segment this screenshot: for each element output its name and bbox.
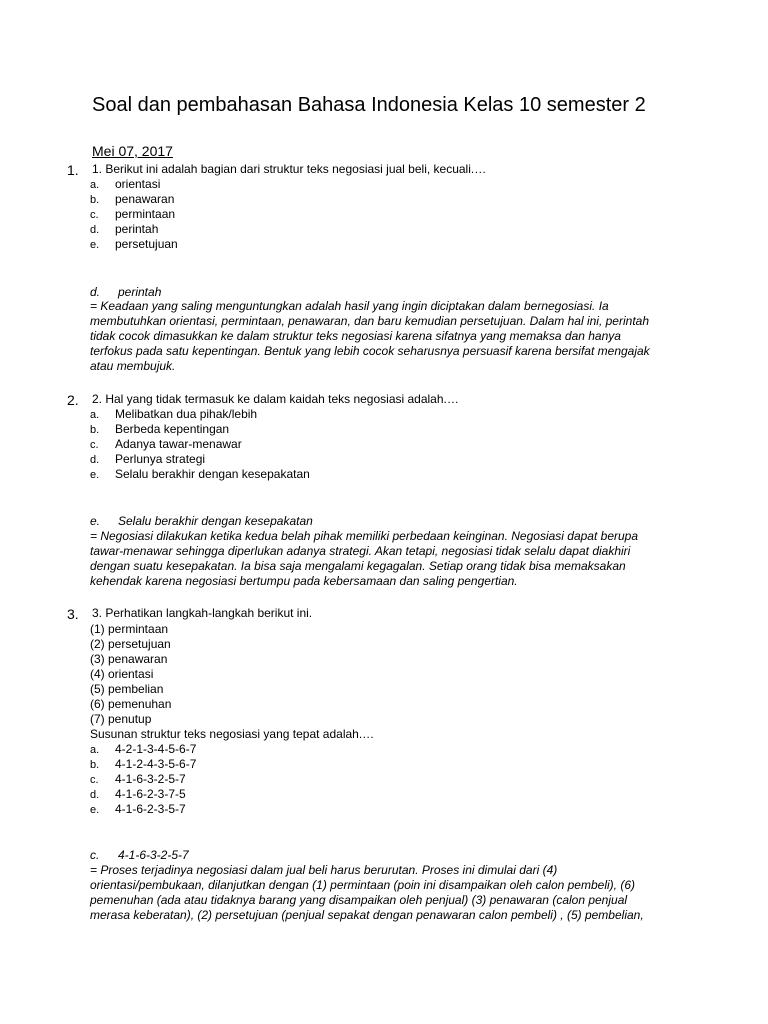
step-item: (1) permintaan [90,622,169,636]
option-text: Berbeda kepentingan [115,422,230,436]
step-item: (7) penutup [90,712,152,726]
answer-1 [90,285,690,300]
explanation-line: tidak cocok dimasukkan ke dalam struktur teks negosiasi karena sifatnya yang memaksa dan hanya [90,329,621,343]
explanation-line: membutuhkan orientasi, permintaan, penawaran, dan baru kemudian persetujuan. Dalam hal ini, perintah [90,314,650,328]
option-e [90,467,310,482]
option-text: Selalu berakhir dengan kesepakatan [115,467,310,481]
explanation-line: = Proses terjadinya negosiasi dalam jual beli harus berurutan. Proses ini dimulai dari (4) [90,863,558,877]
post-date: Mei 07, 2017 [92,143,173,159]
option-a [90,407,310,422]
option-c [90,207,178,222]
question-number: 3. [67,606,79,622]
explanation-line: kehendak karena negosiasi bertumpu pada kebersamaan dan saling pengertian. [90,574,518,588]
explanation-2 [90,529,680,589]
option-text: 4-1-6-2-3-5-7 [115,802,186,816]
option-text: Perlunya strategi [115,452,206,466]
option-text: persetujuan [115,237,178,251]
option-letter: b. [90,759,100,771]
explanation-line: dengan suatu kesepakatan. Ia bisa saja mengalami kegagalan. Setiap orang tidak bisa memaksakan [90,559,626,573]
option-e [90,237,178,252]
option-letter: c. [90,774,99,786]
option-text: perintah [115,222,159,236]
steps-list [90,622,171,727]
explanation-line: = Keadaan yang saling menguntungkan adalah hasil yang ingin diciptakan dalam bernegosiasi. Ia [90,299,609,313]
option-d [90,222,178,237]
explanation-line: tawar-menawar sehingga diperlukan adanya strategi. Akan tetapi, negosiasi tidak selalu dapat diakhiri [90,544,631,558]
question-stem: Susunan struktur teks negosiasi yang tepat adalah.… [90,727,375,741]
option-a [90,177,178,192]
answer-2 [90,514,690,529]
step-item: (2) persetujuan [90,637,171,651]
option-e [90,802,196,817]
option-text: 4-1-6-2-3-7-5 [115,787,186,801]
option-b [90,192,178,207]
explanation-line: atau membujuk. [90,359,176,373]
option-d [90,787,196,802]
option-letter: e. [90,804,100,816]
options-list [90,177,178,252]
answer-letter: c. [90,848,100,862]
option-text: penawaran [115,192,175,206]
option-letter: a. [90,409,100,421]
answer-letter: d. [90,285,101,299]
option-b [90,422,310,437]
option-letter: d. [90,224,100,236]
explanation-line: merasa keberatan), (2) persetujuan (penjual sepakat dengan penawaran calon pembeli) , (5) pembelian, [90,908,644,922]
explanation-line: orientasi/pembukaan, dilanjutkan dengan (1) permintaan (poin ini disampaikan oleh calon pembeli), (6) [90,878,635,892]
document-title: Soal dan pembahasan Bahasa Indonesia Kelas 10 semester 2 [92,94,646,116]
explanation-3 [90,863,680,923]
option-text: 4-1-2-4-3-5-6-7 [115,757,197,771]
option-letter: c. [90,439,99,451]
question-text: 3. Perhatikan langkah-langkah berikut ini. [92,606,313,620]
option-letter: b. [90,194,100,206]
option-text: Melibatkan dua pihak/lebih [115,407,258,421]
answer-text: Selalu berakhir dengan kesepakatan [118,514,313,528]
explanation-line: = Negosiasi dilakukan ketika kedua belah pihak memiliki perbedaan keinginan. Negosiasi dapat berupa [90,529,639,543]
answer-letter: e. [90,514,101,528]
option-letter: e. [90,469,100,481]
step-item: (5) pembelian [90,682,164,696]
question-text: 2. Hal yang tidak termasuk ke dalam kaidah teks negosiasi adalah.… [92,392,459,406]
option-text: permintaan [115,207,176,221]
option-c [90,772,196,787]
explanation-line: terfokus pada satu kepentingan. Bentuk yang lebih cocok seharusnya persuasif karena bersifat mengajak [90,344,650,358]
answer-text: 4-1-6-3-2-5-7 [118,848,189,862]
explanation-1 [90,299,680,374]
option-c [90,437,310,452]
option-letter: e. [90,239,100,251]
option-text: 4-2-1-3-4-5-6-7 [115,742,197,756]
option-letter: a. [90,179,100,191]
question-text: 1. Berikut ini adalah bagian dari struktur teks negosiasi jual beli, kecuali.… [92,162,487,176]
option-letter: a. [90,744,100,756]
option-d [90,452,310,467]
question-number: 1. [67,162,79,178]
option-text: orientasi [115,177,161,191]
answer-3 [90,848,690,863]
step-item: (4) orientasi [90,667,154,681]
option-text: 4-1-6-3-2-5-7 [115,772,186,786]
option-b [90,757,196,772]
option-a [90,742,196,757]
options-list [90,742,196,817]
step-item: (6) pemenuhan [90,697,172,711]
question-number: 2. [67,392,79,408]
answer-text: perintah [118,285,162,299]
option-letter: d. [90,789,100,801]
options-list [90,407,310,482]
option-text: Adanya tawar-menawar [115,437,242,451]
step-item: (3) penawaran [90,652,168,666]
option-letter: d. [90,454,100,466]
option-letter: c. [90,209,99,221]
option-letter: b. [90,424,100,436]
explanation-line: pemenuhan (ada atau tidaknya barang yang disampaikan oleh penjual) (3) penawaran (calon penjual [90,893,628,907]
